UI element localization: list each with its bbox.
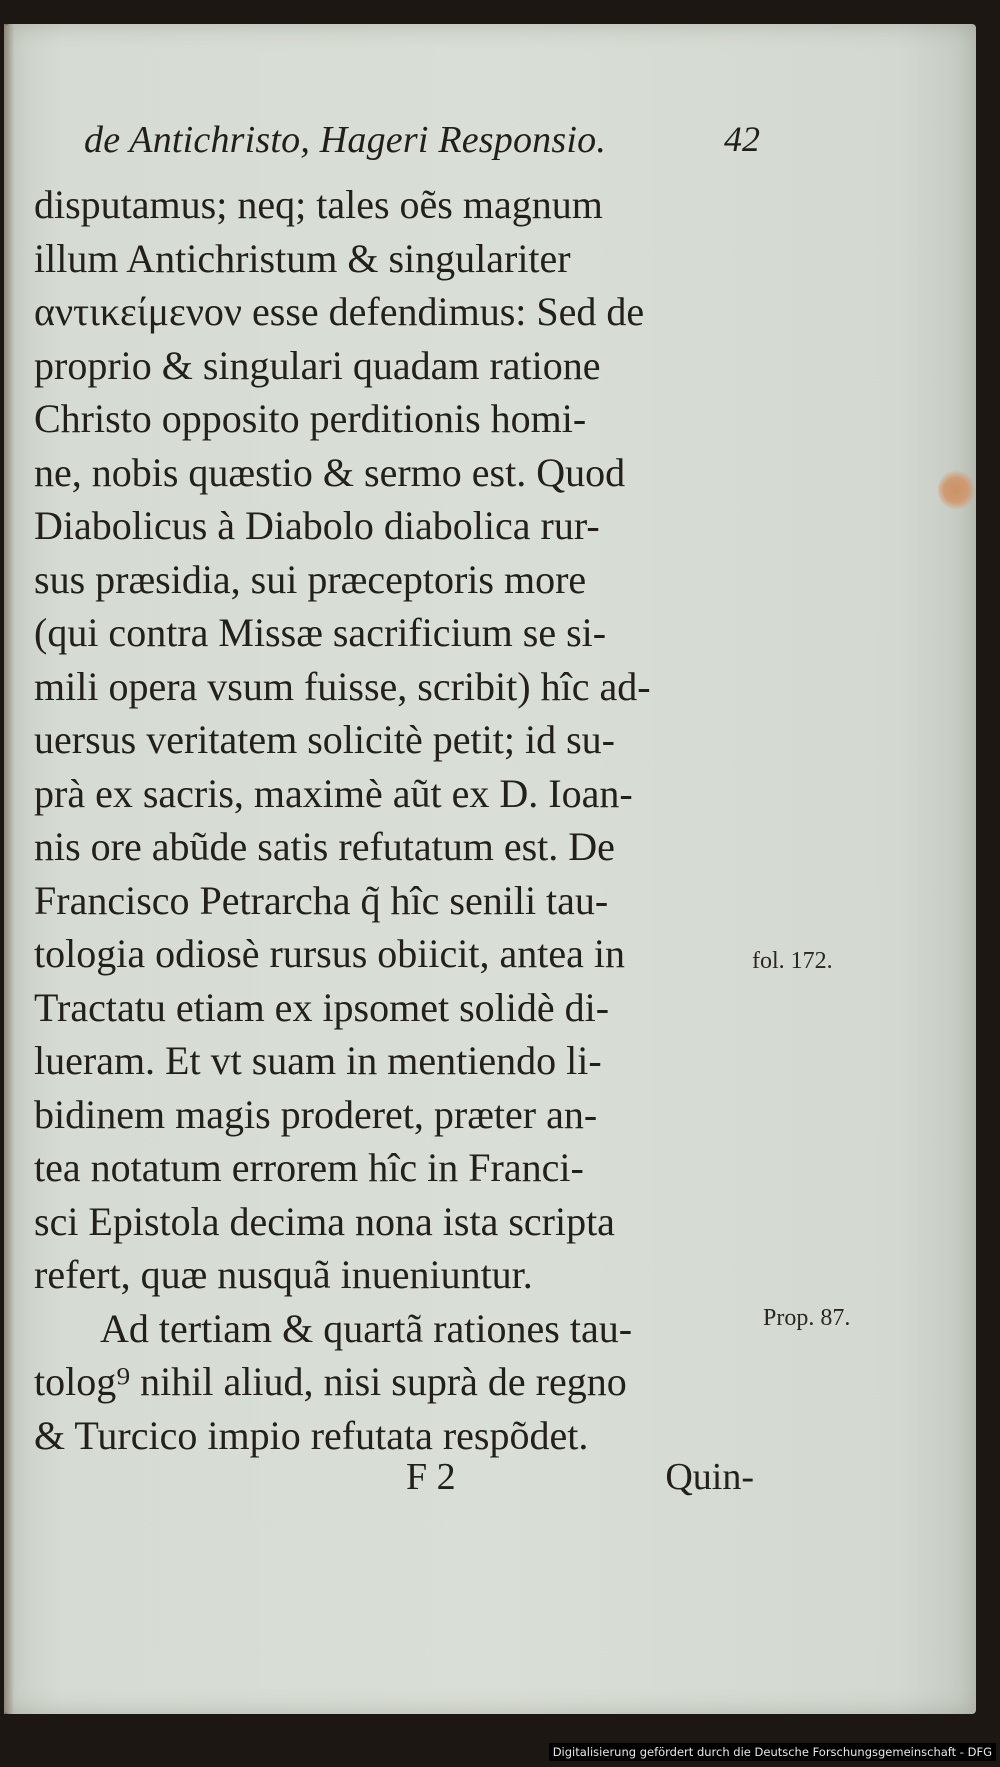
paper-edge-shadow <box>4 24 14 1714</box>
catchword: Quin- <box>665 1456 754 1498</box>
text-line: prà ex sacris, maximè aũt ex D. Ioan- <box>34 770 633 816</box>
text-line: Diabolicus à Diabolo diabolica rur- <box>34 503 600 548</box>
margin-note-prop: Prop. 87. <box>763 1305 851 1331</box>
text-line: uersus veritatem solicitè petit; id su- <box>34 717 615 762</box>
paragraph-start-line: Ad tertiam & quartã rationes tau- <box>100 1305 633 1351</box>
text-line: illum Antichristum & singulariter <box>34 235 571 281</box>
text-line: Christo opposito perditionis homi- <box>34 396 587 441</box>
digitization-credit: Digitalisierung gefördert durch die Deutsche Forschungsgemeinschaft - DFG <box>549 1743 996 1761</box>
text-line: lueram. Et vt suam in mentiendo li- <box>34 1038 602 1083</box>
main-text-block <box>34 178 754 1462</box>
text-line: & Turcico impio refutata respõdet. <box>34 1412 589 1458</box>
page-footer <box>34 1447 754 1507</box>
text-line: refert, quæ nusquã inueniuntur. <box>34 1252 533 1297</box>
page-header <box>84 112 760 172</box>
text-line: tologia odiosè rursus obiicit, antea in <box>34 931 625 976</box>
page-number: 42 <box>724 119 760 159</box>
text-line: (qui contra Missæ sacrificium se si- <box>34 610 607 655</box>
signature-mark: F 2 <box>406 1456 456 1498</box>
margin-note-fol: fol. 172. <box>752 948 833 974</box>
text-line: proprio & singulari quadam ratione <box>34 342 601 388</box>
foxing-stain <box>938 470 974 510</box>
text-line: Tractatu etiam ex ipsomet solidè di- <box>34 984 610 1030</box>
text-line: αντικείμενον esse defendimus: Sed de <box>34 289 645 334</box>
text-line: mili opera vsum fuisse, scribit) hîc ad- <box>34 663 651 709</box>
text-line: Francisco Petrarcha q̃ hîc senili tau- <box>34 877 609 923</box>
text-line: tolog⁹ nihil aliud, nisi suprà de regno <box>34 1359 627 1404</box>
running-head: de Antichristo, Hageri Responsio. <box>84 119 607 161</box>
text-line: sci Epistola decima nona ista scripta <box>34 1198 615 1244</box>
text-line: ne, nobis quæstio & sermo est. Quod <box>34 449 626 495</box>
text-line: tea notatum errorem hîc in Franci- <box>34 1145 584 1190</box>
text-line: nis ore abũde satis refutatum est. De <box>34 824 615 869</box>
text-line: bidinem magis proderet, præter an- <box>34 1091 598 1137</box>
text-line: sus præsidia, sui præceptoris more <box>34 556 587 602</box>
text-line: disputamus; neq; tales oẽs magnum <box>34 182 603 227</box>
